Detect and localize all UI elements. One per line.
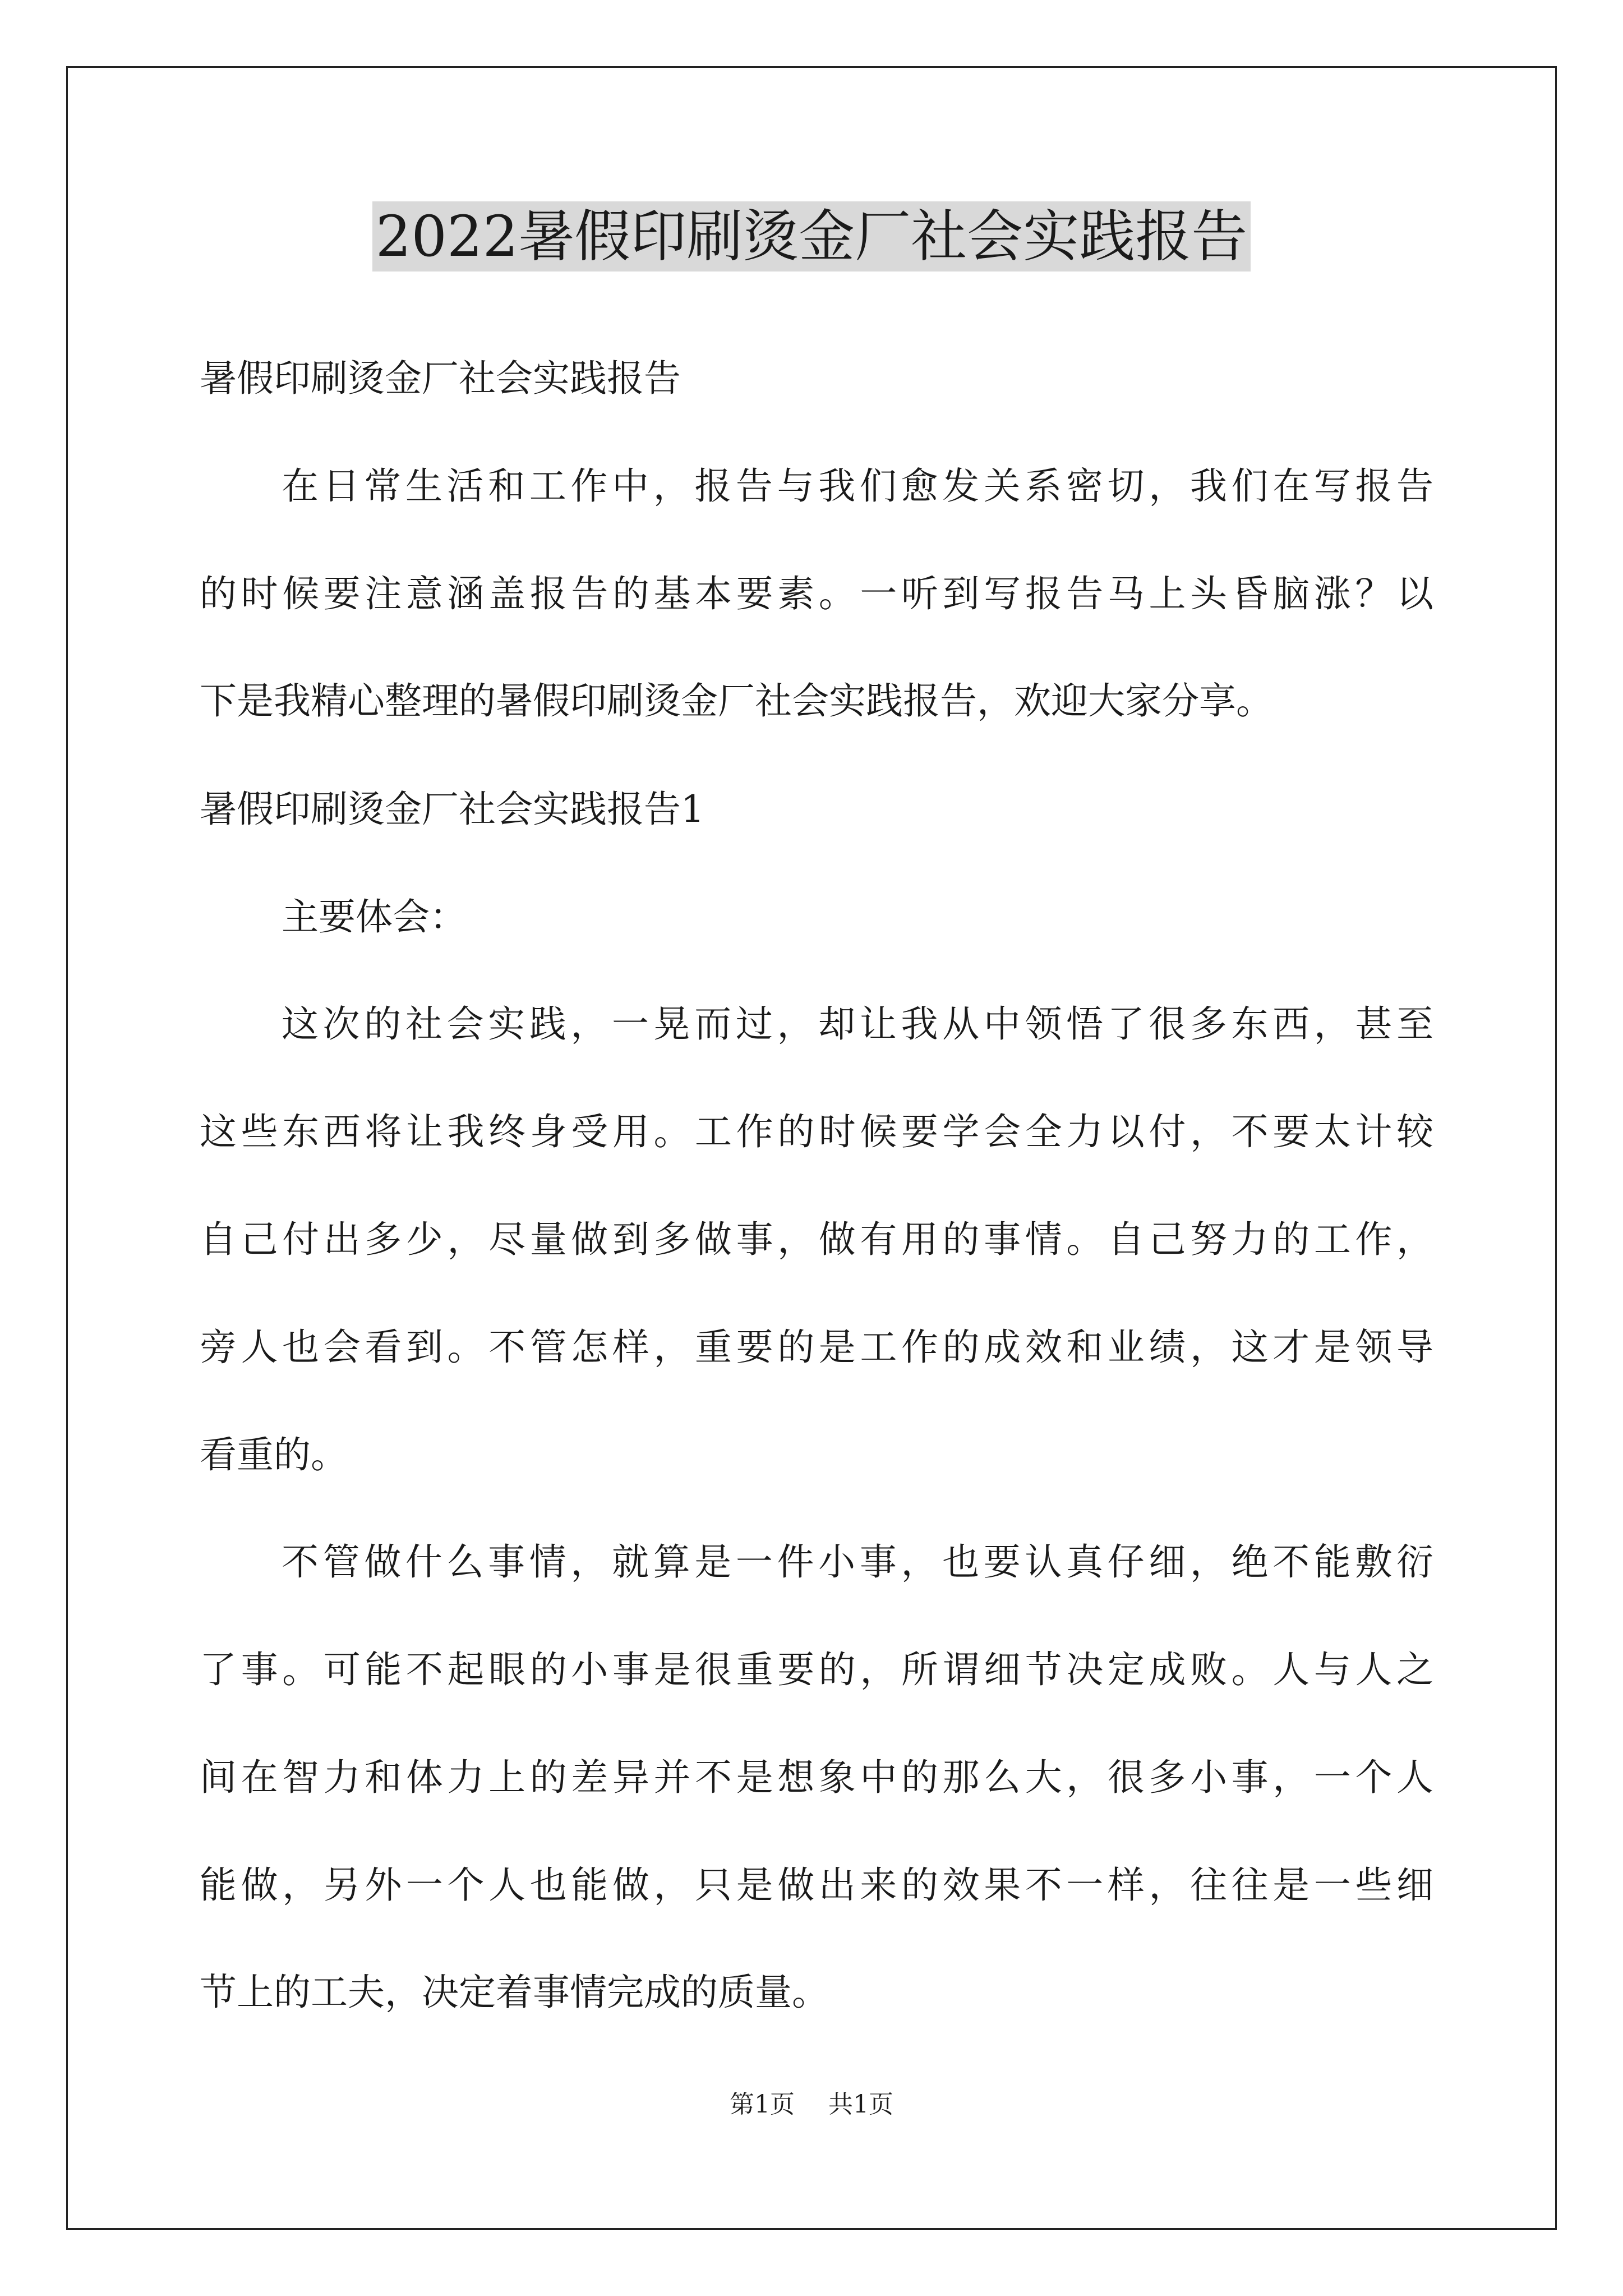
paragraph-line: 旁人也会看到。不管怎样，重要的是工作的成效和业绩，这才是领导 [200,1326,1433,1369]
paragraph-line: 主要体会： [282,895,467,938]
paragraph-line: 间在智力和体力上的差异并不是想象中的那么大，很多小事，一个人 [200,1756,1433,1799]
paragraph-line: 这次的社会实践，一晃而过，却让我从中领悟了很多东西，甚至 [282,1002,1433,1046]
paragraph-line: 不管做什么事情，就算是一件小事，也要认真仔细，绝不能敷衍 [282,1540,1433,1584]
section-heading: 暑假印刷烫金厂社会实践报告1 [200,788,704,831]
page-total: 共1页 [828,2090,893,2119]
paragraph-line: 了事。可能不起眼的小事是很重要的，所谓细节决定成败。人与人之 [200,1648,1433,1691]
paragraph-line: 的时候要注意涵盖报告的基本要素。一听到写报告马上头昏脑涨？以 [200,572,1433,615]
paragraph-line: 下是我精心整理的暑假印刷烫金厂社会实践报告，欢迎大家分享。 [200,679,1273,723]
paragraph-line: 节上的工夫，决定着事情完成的质量。 [200,1971,829,2014]
paragraph-line: 在日常生活和工作中，报告与我们愈发关系密切，我们在写报告 [282,464,1433,508]
document-title-text: 2022暑假印刷烫金厂社会实践报告 [372,201,1251,272]
page-number: 第1页 [730,2090,795,2119]
document-title [0,197,1623,276]
paragraph-line: 自己付出多少，尽量做到多做事，做有用的事情。自己努力的工作， [200,1218,1433,1261]
paragraph-line: 看重的。 [200,1433,348,1476]
paragraph-line: 能做，另外一个人也能做，只是做出来的效果不一样，往往是一些细 [200,1864,1433,1907]
subtitle-line: 暑假印刷烫金厂社会实践报告 [200,357,681,400]
paragraph-line: 这些东西将让我终身受用。工作的时候要学会全力以付，不要太计较 [200,1110,1433,1153]
page-footer [0,2088,1623,2122]
